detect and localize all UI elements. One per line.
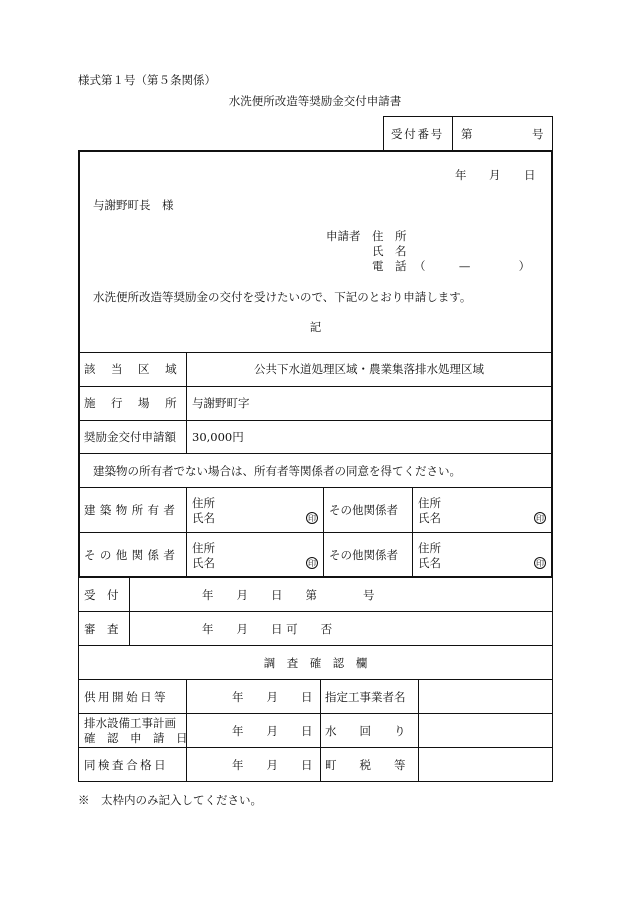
receipt-dai: 第 — [461, 127, 473, 141]
applicant-address-label: 住 所 — [372, 229, 407, 243]
seal-icon: 印 — [536, 559, 544, 568]
amount-value: 30,000円 — [192, 430, 244, 444]
receipt-number-label: 受付番号 — [391, 127, 444, 141]
owner-label: 建築物所有者 — [84, 503, 180, 517]
applicant-label: 申請者 — [326, 229, 361, 243]
plan-date-value: 年 月 日 — [232, 724, 313, 738]
applicant-phone-label: 電 話 — [372, 259, 407, 273]
ki-mark: 記 — [309, 320, 322, 334]
receipt-go: 号 — [532, 127, 544, 141]
seal-icon: 印 — [308, 514, 316, 523]
office-receipt-label: 受 付 — [84, 588, 119, 602]
office-review-label: 審 査 — [84, 622, 119, 636]
area-label: 該当区域 — [84, 362, 193, 376]
site-value: 与謝野町字 — [192, 396, 250, 410]
survey-header: 調 査 確 認 欄 — [263, 656, 368, 670]
other-label-3: その他関係者 — [329, 548, 398, 562]
other2-addr: 住所 — [192, 541, 215, 555]
request-text: 水洗便所改造等奨励金の交付を受けたいので、下記のとおり申請します。 — [93, 290, 472, 304]
owner-addr: 住所 — [192, 496, 215, 510]
plan-label-1: 排水設備工事計画 — [84, 716, 176, 730]
form-number: 様式第１号（第５条関係） — [78, 73, 216, 87]
other3-name: 氏名 — [418, 556, 441, 570]
seal-icon: 印 — [536, 514, 544, 523]
seal-icon: 印 — [308, 559, 316, 568]
office-review-value: 年 月 日 可 否 — [202, 622, 333, 636]
consent-note: 建築物の所有者でない場合は、所有者等関係者の同意を得てください。 — [93, 464, 461, 478]
plan-label-2: 確 認 申 請 日 — [84, 731, 188, 745]
other-label-2: その他関係者 — [84, 548, 180, 562]
owner-name: 氏名 — [192, 511, 215, 525]
contractor-label: 指定工事業者名 — [325, 690, 406, 704]
amount-label: 奨励金交付申請額 — [84, 430, 176, 444]
date-year: 年 — [455, 168, 467, 182]
other1-addr: 住所 — [418, 496, 441, 510]
applicant-name-label: 氏 名 — [372, 244, 407, 258]
start-date-value: 年 月 日 — [232, 690, 313, 704]
date-month: 月 — [489, 168, 501, 182]
addressee: 与謝野町長 様 — [93, 198, 174, 212]
start-date-label: 供用開始日等 — [84, 690, 169, 704]
form-title: 水洗便所改造等奨励金交付申請書 — [228, 94, 402, 108]
other-label-1: その他関係者 — [329, 503, 398, 517]
other1-name: 氏名 — [418, 511, 441, 525]
footnote: ※ 太枠内のみ記入してください。 — [78, 793, 262, 807]
other3-addr: 住所 — [418, 541, 441, 555]
office-receipt-value: 年 月 日 第 号 — [202, 588, 375, 602]
water-label: 水 回 り — [325, 724, 406, 738]
applicant-phone-paren: （ — ） — [414, 259, 534, 273]
pass-date-value: 年 月 日 — [232, 758, 313, 772]
site-label: 施行場所 — [84, 396, 193, 410]
pass-label: 同検査合格日 — [84, 758, 169, 772]
tax-label: 町 税 等 — [325, 758, 406, 772]
date-day: 日 — [524, 168, 536, 182]
area-value: 公共下水道処理区域・農業集落排水処理区域 — [254, 362, 484, 376]
other2-name: 氏名 — [192, 556, 215, 570]
